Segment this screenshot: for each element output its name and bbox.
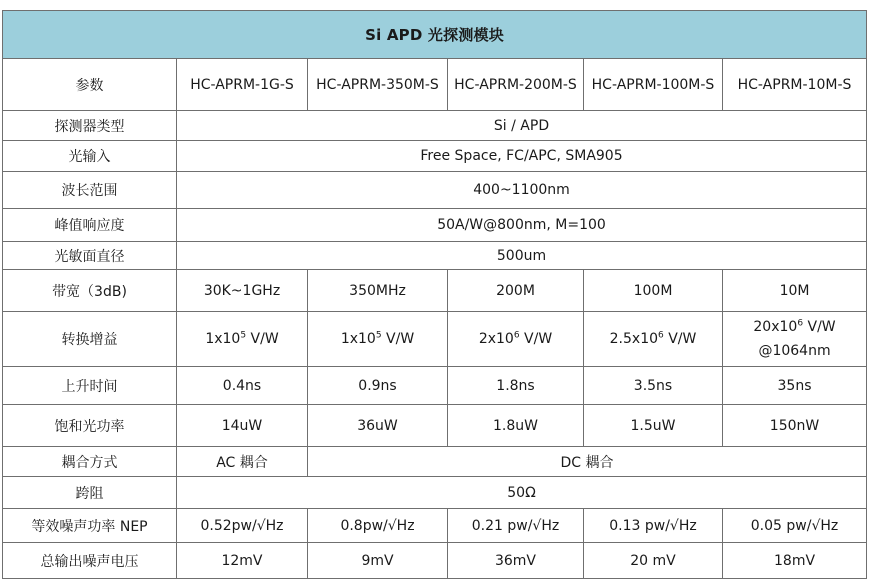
row-value: Free Space, FC/APC, SMA905 — [177, 141, 867, 172]
row-label: 饱和光功率 — [3, 405, 177, 447]
table-row — [3, 172, 867, 209]
table-title: Si APD 光探测模块 — [3, 11, 867, 59]
row-label: 等效噪声功率 NEP — [3, 509, 177, 543]
row-value: 1.8uW — [448, 405, 584, 447]
row-value: 200M — [448, 270, 584, 312]
row-value: 0.9ns — [308, 367, 448, 405]
row-value: 0.4ns — [177, 367, 308, 405]
gain-exponent: 6 — [513, 330, 520, 341]
row-value: 0.21 pw/√Hz — [448, 509, 584, 543]
table-row — [3, 509, 867, 543]
model-header: HC-APRM-350M-S — [308, 59, 448, 111]
table-row — [3, 477, 867, 509]
row-value: 150nW — [723, 405, 867, 447]
row-value: 0.52pw/√Hz — [177, 509, 308, 543]
row-value: 0.05 pw/√Hz — [723, 509, 867, 543]
table-row — [3, 111, 867, 141]
table-row — [3, 312, 867, 367]
gain-unit: V/W — [246, 331, 279, 347]
row-value: 1.8ns — [448, 367, 584, 405]
row-value: 50A/W@800nm, M=100 — [177, 209, 867, 242]
row-value: 14uW — [177, 405, 308, 447]
row-value — [723, 312, 867, 367]
gain-exponent: 5 — [240, 330, 247, 341]
row-label: 总输出噪声电压 — [3, 543, 177, 579]
row-value: 400~1100nm — [177, 172, 867, 209]
gain-unit: V/W — [663, 331, 697, 347]
gain-mantissa: 20x10 — [753, 319, 798, 335]
row-value: 50Ω — [177, 477, 867, 509]
table-row — [3, 141, 867, 172]
gain-mantissa: 1x10 — [205, 331, 241, 347]
row-label: 光敏面直径 — [3, 242, 177, 270]
table-row — [3, 242, 867, 270]
row-value: 9mV — [308, 543, 448, 579]
row-value: 0.13 pw/√Hz — [584, 509, 723, 543]
gain-unit: V/W — [803, 319, 836, 335]
row-value: 350MHz — [308, 270, 448, 312]
gain-mantissa: 1x10 — [340, 331, 376, 347]
row-value: 30K~1GHz — [177, 270, 308, 312]
spec-table — [2, 10, 867, 579]
model-header: HC-APRM-10M-S — [723, 59, 867, 111]
row-label: 耦合方式 — [3, 447, 177, 477]
row-value: AC 耦合 — [177, 447, 308, 477]
gain-unit: V/W — [519, 331, 553, 347]
row-value: 36uW — [308, 405, 448, 447]
row-value: 3.5ns — [584, 367, 723, 405]
header-row — [3, 59, 867, 111]
row-value: 36mV — [448, 543, 584, 579]
table-row — [3, 405, 867, 447]
row-label: 探测器类型 — [3, 111, 177, 141]
row-value: Si / APD — [177, 111, 867, 141]
row-value: 0.8pw/√Hz — [308, 509, 448, 543]
row-value: 18mV — [723, 543, 867, 579]
row-label: 带宽（3dB) — [3, 270, 177, 312]
gain-note: @1064nm — [758, 343, 831, 359]
model-header: HC-APRM-100M-S — [584, 59, 723, 111]
header-label: 参数 — [3, 59, 177, 111]
gain-exponent: 6 — [658, 330, 664, 341]
row-label: 波长范围 — [3, 172, 177, 209]
row-value: 10M — [723, 270, 867, 312]
row-value: 35ns — [723, 367, 867, 405]
gain-exponent: 5 — [375, 330, 382, 341]
row-value — [584, 312, 723, 367]
row-label: 峰值响应度 — [3, 209, 177, 242]
row-value — [177, 312, 308, 367]
gain-mantissa: 2x10 — [478, 331, 514, 347]
title-row — [3, 11, 867, 59]
row-value — [448, 312, 584, 367]
row-value: DC 耦合 — [308, 447, 867, 477]
table-row — [3, 543, 867, 579]
row-value: 12mV — [177, 543, 308, 579]
row-value — [308, 312, 448, 367]
model-header: HC-APRM-200M-S — [448, 59, 584, 111]
row-value: 1.5uW — [584, 405, 723, 447]
model-header: HC-APRM-1G-S — [177, 59, 308, 111]
row-label: 上升时间 — [3, 367, 177, 405]
gain-unit: V/W — [381, 331, 415, 347]
row-label: 光输入 — [3, 141, 177, 172]
gain-exponent: 6 — [797, 318, 804, 329]
row-label: 转换增益 — [3, 312, 177, 367]
table-row — [3, 447, 867, 477]
row-value: 100M — [584, 270, 723, 312]
table-row — [3, 270, 867, 312]
row-value: 20 mV — [584, 543, 723, 579]
gain-mantissa: 2.5x10 — [609, 331, 659, 347]
row-value: 500um — [177, 242, 867, 270]
table-row — [3, 209, 867, 242]
table-row — [3, 367, 867, 405]
row-label: 跨阻 — [3, 477, 177, 509]
